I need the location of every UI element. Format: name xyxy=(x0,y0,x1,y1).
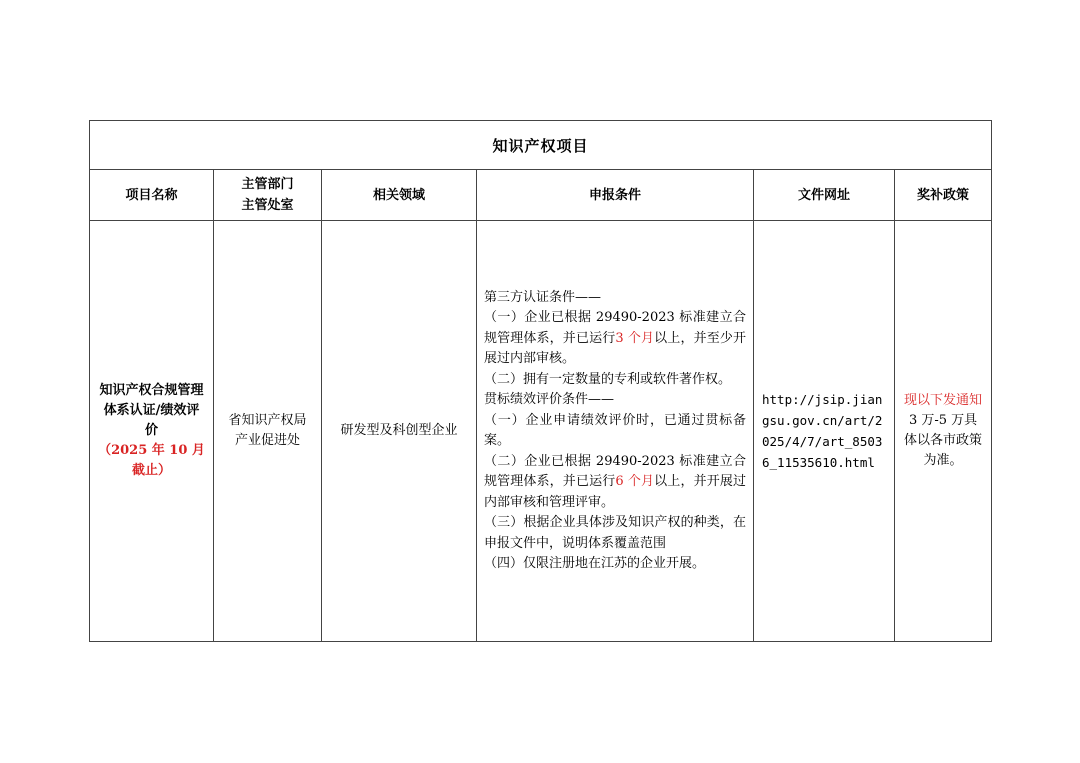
condition-line: （二）拥有一定数量的专利或软件著作权。 xyxy=(484,371,732,387)
ip-project-table xyxy=(89,120,992,642)
conditions-text xyxy=(484,288,746,575)
field-cell: 研发型及科创型企业 xyxy=(322,221,477,642)
department-cell xyxy=(214,221,322,642)
table-title: 知识产权项目 xyxy=(90,121,992,170)
header-department xyxy=(214,170,322,221)
condition-highlight: 6 个月 xyxy=(615,474,655,489)
table-row xyxy=(90,221,992,642)
condition-highlight: 3 个月 xyxy=(615,330,655,346)
condition-text: （二）企业已根据 29490-2023 标准建立合规管理体系，并已运行 xyxy=(484,453,746,489)
project-name-cell xyxy=(90,221,214,642)
header-department-line2: 主管处室 xyxy=(241,198,294,213)
header-project-name: 项目名称 xyxy=(90,170,214,221)
department-name: 省知识产权局 xyxy=(228,413,307,428)
policy-cell xyxy=(895,221,992,642)
condition-text: 以上，并开展过内部审核和管理评审。 xyxy=(484,474,746,510)
condition-line: （四）仅限注册地在江苏的企业开展。 xyxy=(484,556,706,571)
condition-line: 第三方认证条件—— xyxy=(484,289,602,305)
conditions-cell xyxy=(477,221,754,642)
condition-line: （三）根据企业具体涉及知识产权的种类，在申报文件中，说明体系覆盖范围 xyxy=(484,515,746,551)
header-field: 相关领域 xyxy=(322,170,477,221)
department-office: 产业促进处 xyxy=(234,433,300,448)
header-department-line1: 主管部门 xyxy=(241,177,294,192)
url-cell: http://jsip.jiangsu.gov.cn/art/2025/4/7/art_85036_11535610.html xyxy=(754,221,895,642)
condition-text: （一）企业已根据 29490-2023 标准建立合规管理体系，并已运行 xyxy=(484,310,746,346)
header-url: 文件网址 xyxy=(754,170,895,221)
condition-line: （一）企业申请绩效评价时，已通过贯标备案。 xyxy=(484,412,746,448)
policy-amount: 3 万-5 万具体以各市政策为准。 xyxy=(904,413,983,468)
header-policy: 奖补政策 xyxy=(895,170,992,221)
condition-text: 以上，并至少开展过内部审核。 xyxy=(484,330,746,366)
project-name: 知识产权合规管理体系认证/绩效评价 xyxy=(99,383,204,438)
condition-line: 贯标绩效评价条件—— xyxy=(484,392,615,407)
project-deadline: （2025 年 10 月截止） xyxy=(98,443,205,478)
header-conditions: 申报条件 xyxy=(477,170,754,221)
condition-line xyxy=(484,308,746,370)
condition-line xyxy=(484,452,746,514)
policy-notice: 现以下发通知 xyxy=(904,393,983,408)
